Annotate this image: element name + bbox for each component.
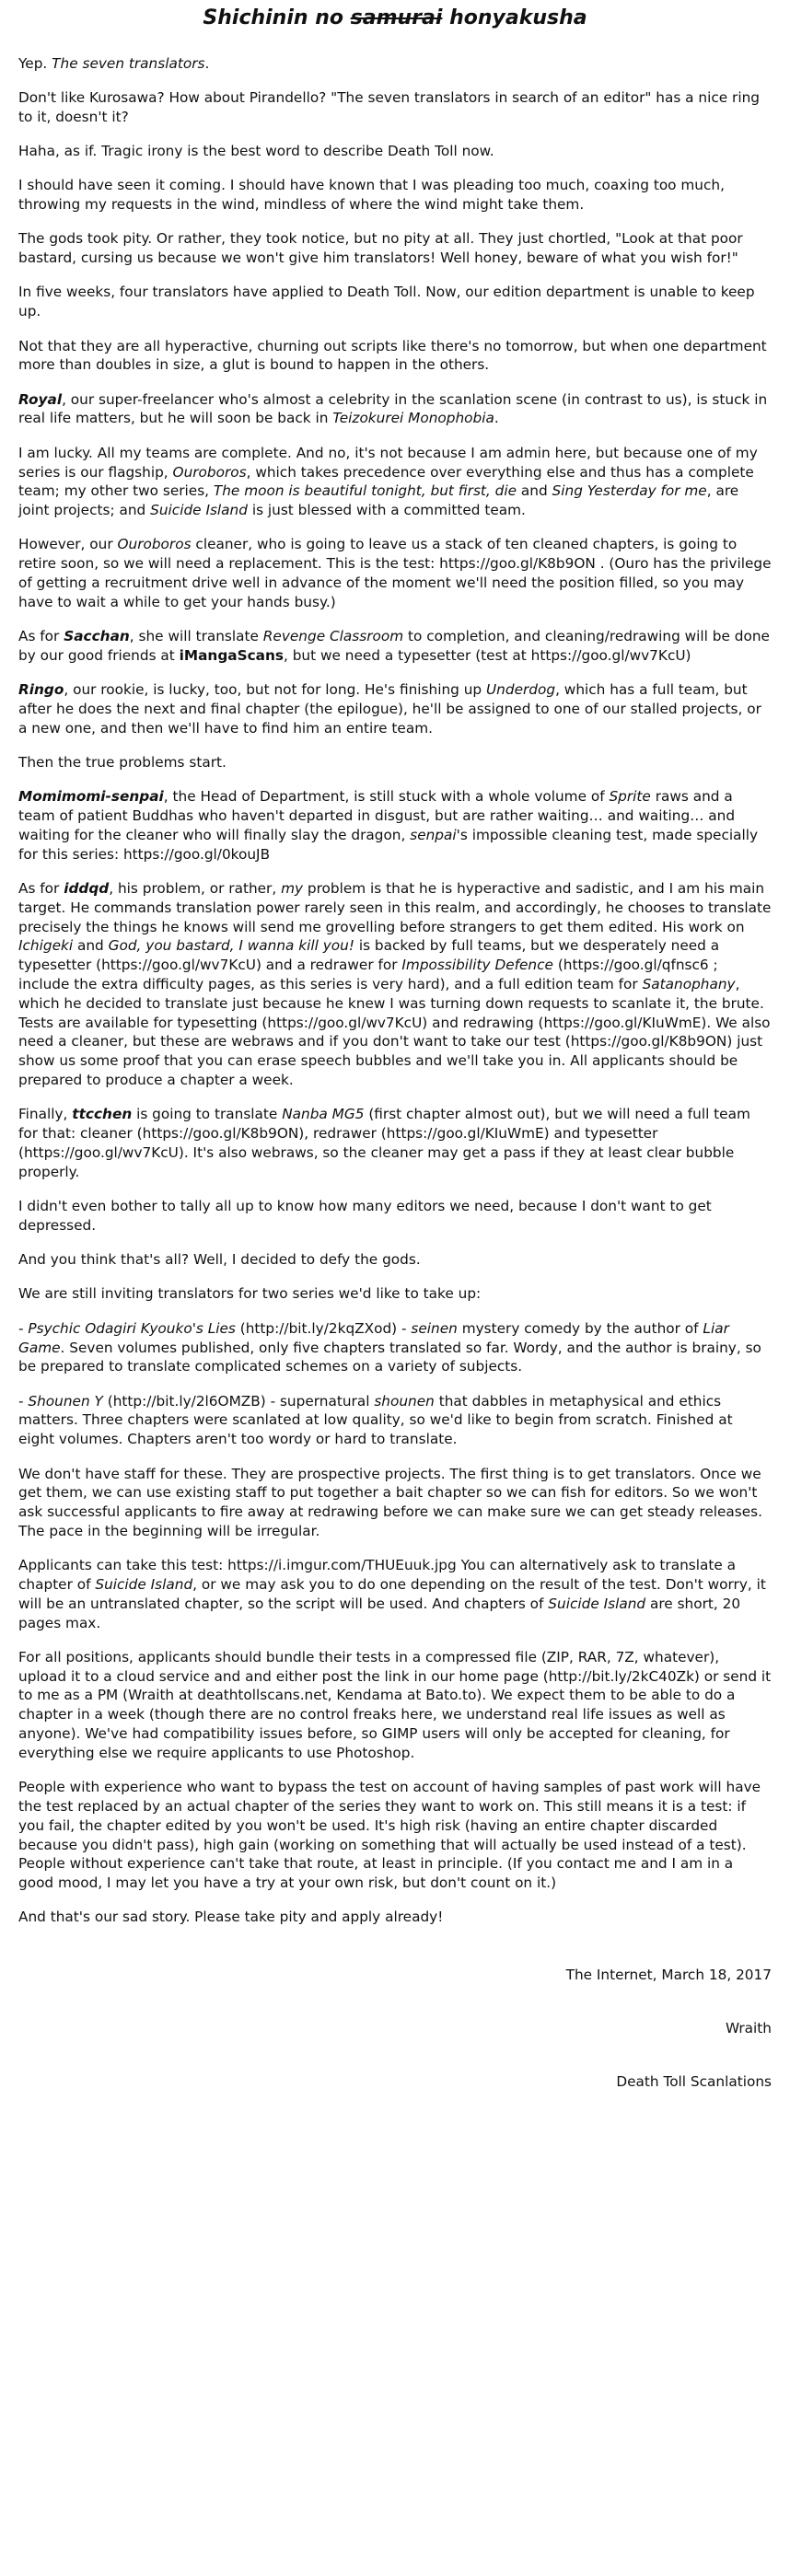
paragraph [18, 88, 772, 127]
text-run: problem is that he is hyperactive and sadistic, and I am his main target. He commands translation power rarely seen in this realm, and accordingly, he chooses to translate precisely the things he knows will send me grovelling before strangers to get them edited. His work on [18, 880, 772, 935]
text-run: , but we need a typesetter (test at https://goo.gl/wv7KcU) [284, 646, 691, 664]
text-run: , are joint projects; and [18, 482, 739, 519]
paragraph [18, 753, 772, 772]
emphasis-text: Nanba MG5 [282, 1106, 365, 1123]
text-run: (first chapter almost out), but we will need a full team for that: cleaner (https://goo.gl/K8b9ON), redrawer (https://goo.gl/KIuWmE) and typesetter (https://goo.gl/wv7KcU). It's also webraws, so the cleaner may get a pass if they at least clear bubble properly. [18, 1106, 750, 1180]
text-run: are short, 20 pages max. [18, 1595, 741, 1631]
title-part-3: honyakusha [442, 6, 587, 29]
text-run: , or we may ask you to do one depending on the result of the test. Don't worry, it will be an untranslated chapter, so the script will be used. And chapters of [18, 1576, 766, 1612]
text-run: Don't like Kurosawa? How about Pirandello? "The seven translators in search of an editor" has a nice ring to it, doesn't it? [18, 88, 760, 125]
emphasis-text: Teizokurei Monophobia [332, 410, 494, 427]
emphasis-text: Royal [18, 390, 63, 408]
text-run: Finally, [18, 1106, 73, 1123]
emphasis-text: Ringo [18, 681, 64, 699]
text-run: raws and a team of patient Buddhas who haven't departed in disgust, but are rather waiting… and waiting… and waiting for the cleaner who will finally slay the dragon, [18, 788, 736, 843]
text-run: mystery comedy by the author of [457, 1319, 703, 1337]
text-run: is just blessed with a committed team. [247, 502, 526, 519]
emphasis-text: Sing Yesterday for me [552, 482, 707, 500]
body-text [18, 54, 772, 1928]
text-run: As for [18, 628, 64, 645]
paragraph [18, 1197, 772, 1236]
text-run: , our rookie, is lucky, too, but not for long. He's finishing up [64, 681, 486, 699]
text-run: As for [18, 880, 64, 898]
paragraph [18, 535, 772, 611]
title-struck-word: samurai [350, 6, 443, 29]
text-run: Yep. [18, 54, 52, 72]
paragraph [18, 390, 772, 429]
emphasis-text: Suicide Island [150, 502, 248, 519]
text-run: Then the true problems start. [18, 754, 227, 772]
paragraph [18, 680, 772, 737]
signature-place-date: The Internet, March 18, 2017 [565, 1967, 772, 1984]
emphasis-text: God, you bastard, I wanna kill you! [108, 937, 354, 955]
text-run: We don't have staff for these. They are prospective projects. The first thing is to get translators. Once we get them, we can use existing staff to put together a bait chapter so we can fish for editors. So we won't ask successful applicants to fire away at redrawing before we can make sure we can get steady releases. The pace in the beginning will be irregular. [18, 1465, 763, 1539]
paragraph [18, 627, 772, 666]
emphasis-text: Sacchan [64, 628, 130, 645]
text-run: is backed by full teams, but we desperately need a typesetter (https://goo.gl/wv7KcU) and a redrawer for [18, 937, 720, 974]
emphasis-text: shounen [374, 1392, 435, 1410]
emphasis-text: Shounen Y [28, 1392, 103, 1410]
text-run: And that's our sad story. Please take pity and apply already! [18, 1909, 444, 1926]
text-run: People with experience who want to bypass the test on account of having samples of past work will have the test replaced by an actual chapter of the series they want to work on. This still means it is a test: if you fail, the chapter edited by you won't be used. It's high risk (having an entire chapter discarded because you didn't pass), high gain (working on something that will actually be used instead of a test). People without experience can't take that route, at least in principle. (If you contact me and I am in a good mood, I may let you have a try at your own risk, but don't count on it.) [18, 1779, 761, 1892]
signature-block [18, 1966, 772, 2091]
paragraph [18, 1556, 772, 1632]
text-run: Applicants can take this test: https://i.imgur.com/THUEuuk.jpg You can alternatively ask to translate a chapter of [18, 1557, 737, 1593]
emphasis-text: The moon is beautiful tonight, but first, die [213, 482, 517, 500]
signature-name: Wraith [725, 2020, 772, 2037]
text-run: , our super-freelancer who's almost a celebrity in the scanlation scene (in contrast to us), is stuck in real life matters, but he will soon be back in [18, 390, 768, 427]
paragraph [18, 1465, 772, 1541]
emphasis-text: Suicide Island [548, 1595, 646, 1612]
text-run: And you think that's all? Well, I decided to defy the gods. [18, 1251, 421, 1269]
text-run: , which he decided to translate just because he knew I was turning down requests to scanlate it, the brute. Tests are available for typesetting (https://goo.gl/wv7KcU) and redrawing (https://goo.gl/KIuWmE). We also need a cleaner, but these are webraws and if you don't want to take our test (https://goo.gl/K8b9ON) just show us some proof that you can erase speech bubbles and we'll take you in. All applicants should be prepared to produce a chapter a week. [18, 976, 771, 1089]
text-run: cleaner, who is going to leave us a stack of ten cleaned chapters, is going to retire soon, so we will need a replacement. This is the test: https://goo.gl/K8b9ON . (Ouro has the privilege of getting a recruitment drive well in advance of the moment we'll need the position filled, so you may have to wait a while to get your hands busy.) [18, 536, 772, 610]
text-run: Not that they are all hyperactive, churning out scripts like there's no tomorrow, but when one department more than doubles in size, a glut is bound to happen in the others. [18, 337, 767, 374]
text-run: . Seven volumes published, only five chapters translated so far. Wordy, and the author is brainy, so be prepared to translate complicated schemes on a variety of subjects. [18, 1339, 761, 1375]
text-run: (http://bit.ly/2kqZXod) - [235, 1319, 412, 1337]
emphasis-text: iMangaScans [179, 646, 284, 664]
paragraph [18, 1908, 772, 1927]
text-run: - [18, 1392, 29, 1410]
emphasis-text: Impossibility Defence [401, 957, 553, 974]
text-run: is going to translate [132, 1106, 283, 1123]
text-run: , the Head of Department, is still stuck with a whole volume of [163, 788, 610, 806]
text-run: I am lucky. All my teams are complete. And no, it's not because I am admin here, but because one of my series is our flagship, [18, 444, 758, 481]
text-run: that dabbles in metaphysical and ethics matters. Three chapters were scanlated at low quality, so we'd like to begin from scratch. Finished at eight volumes. Chapters aren't too wordy or hard to translate. [18, 1392, 733, 1448]
paragraph [18, 787, 772, 864]
text-run: . [204, 54, 210, 72]
text-run: 's impossible cleaning test, made specially for this series: https://goo.gl/0kouJB [18, 827, 759, 863]
text-run: - [18, 1319, 29, 1337]
emphasis-text: Liar Game [18, 1319, 729, 1356]
emphasis-text: Ouroboros [172, 463, 247, 481]
emphasis-text: seinen [411, 1319, 458, 1337]
paragraph [18, 1392, 772, 1449]
paragraph [18, 337, 772, 376]
paragraph [18, 229, 772, 268]
emphasis-text: Satanophany [642, 976, 736, 993]
text-run: . [494, 410, 499, 427]
paragraph [18, 1778, 772, 1893]
text-run: (http://bit.ly/2l6OMZB) - supernatural [102, 1392, 375, 1410]
signature-group: Death Toll Scanlations [616, 2072, 772, 2090]
text-run: and [73, 937, 109, 955]
text-run: (https://goo.gl/qfnsc6 ; include the extra difficulty pages, as this series is very hard), and a full edition team for [18, 957, 718, 993]
text-run: I didn't even bother to tally all up to know how many editors we need, because I don't want to get depressed. [18, 1198, 712, 1234]
emphasis-text: Revenge Classroom [262, 628, 404, 645]
paragraph [18, 176, 772, 215]
emphasis-text: Sprite [609, 788, 651, 806]
emphasis-text: Ichigeki [18, 937, 74, 955]
text-run: , his problem, or rather, [109, 880, 282, 898]
text-run: However, our [18, 536, 118, 553]
text-run: to completion, and cleaning/redrawing will be done by our good friends at [18, 628, 770, 664]
paragraph [18, 1648, 772, 1763]
text-run: , she will translate [129, 628, 263, 645]
text-run: , which takes precedence over everything else and thus has a complete team; my other two series, [18, 463, 754, 500]
emphasis-text: iddqd [64, 880, 110, 898]
paragraph [18, 142, 772, 161]
text-run: I should have seen it coming. I should have known that I was pleading too much, coaxing too much, throwing my requests in the wind, mindless of where the wind might take them. [18, 177, 725, 214]
emphasis-text: Momimomi-senpai [18, 788, 164, 806]
paragraph [18, 879, 772, 1090]
paragraph [18, 1284, 772, 1304]
text-run: We are still inviting translators for two series we'd like to take up: [18, 1285, 482, 1303]
text-run: The gods took pity. Or rather, they took notice, but no pity at all. They just chortled, "Look at that poor bastard, cursing us because we won't give him translators! Well honey, beware of what you wish for!" [18, 230, 743, 267]
emphasis-text: ttcchen [72, 1106, 133, 1123]
text-run: In five weeks, four translators have applied to Death Toll. Now, our edition department is unable to keep up. [18, 284, 755, 320]
paragraph [18, 54, 772, 74]
emphasis-text: Underdog [485, 681, 556, 699]
emphasis-text: The seven translators [52, 54, 205, 72]
paragraph [18, 1105, 772, 1181]
emphasis-text: Ouroboros [117, 536, 192, 553]
paragraph [18, 1250, 772, 1270]
paragraph [18, 283, 772, 321]
emphasis-text: senpai [410, 827, 457, 843]
text-run: , which has a full team, but after he does the next and final chapter (the epilogue), he'll be assigned to one of our stalled projects, or a new one, and then we'll have to find him an entire team. [18, 681, 761, 737]
page-title [18, 6, 772, 32]
title-part-1: Shichinin no [203, 6, 351, 29]
paragraph [18, 1319, 772, 1376]
text-run: and [517, 482, 552, 500]
text-run: For all positions, applicants should bundle their tests in a compressed file (ZIP, RAR, 7Z, whatever), upload it to a cloud service and and either post the link in our home page (http://bit.ly/2kC40Zk) or send it to me as a PM (Wraith at deathtollscans.net, Kendama at Bato.to). We expect them to be able to do a chapter in a week (though there are no control freaks here, we understand real life issues as well as anyone). We've had compatibility issues before, so GIMP users will only be accepted for cleaning, for everything else we require applicants to use Photoshop. [18, 1648, 772, 1761]
emphasis-text: Suicide Island [95, 1576, 193, 1593]
emphasis-text: my [281, 880, 304, 898]
paragraph [18, 444, 772, 520]
emphasis-text: Psychic Odagiri Kyouko's Lies [28, 1319, 236, 1337]
text-run: Haha, as if. Tragic irony is the best word to describe Death Toll now. [18, 142, 494, 159]
